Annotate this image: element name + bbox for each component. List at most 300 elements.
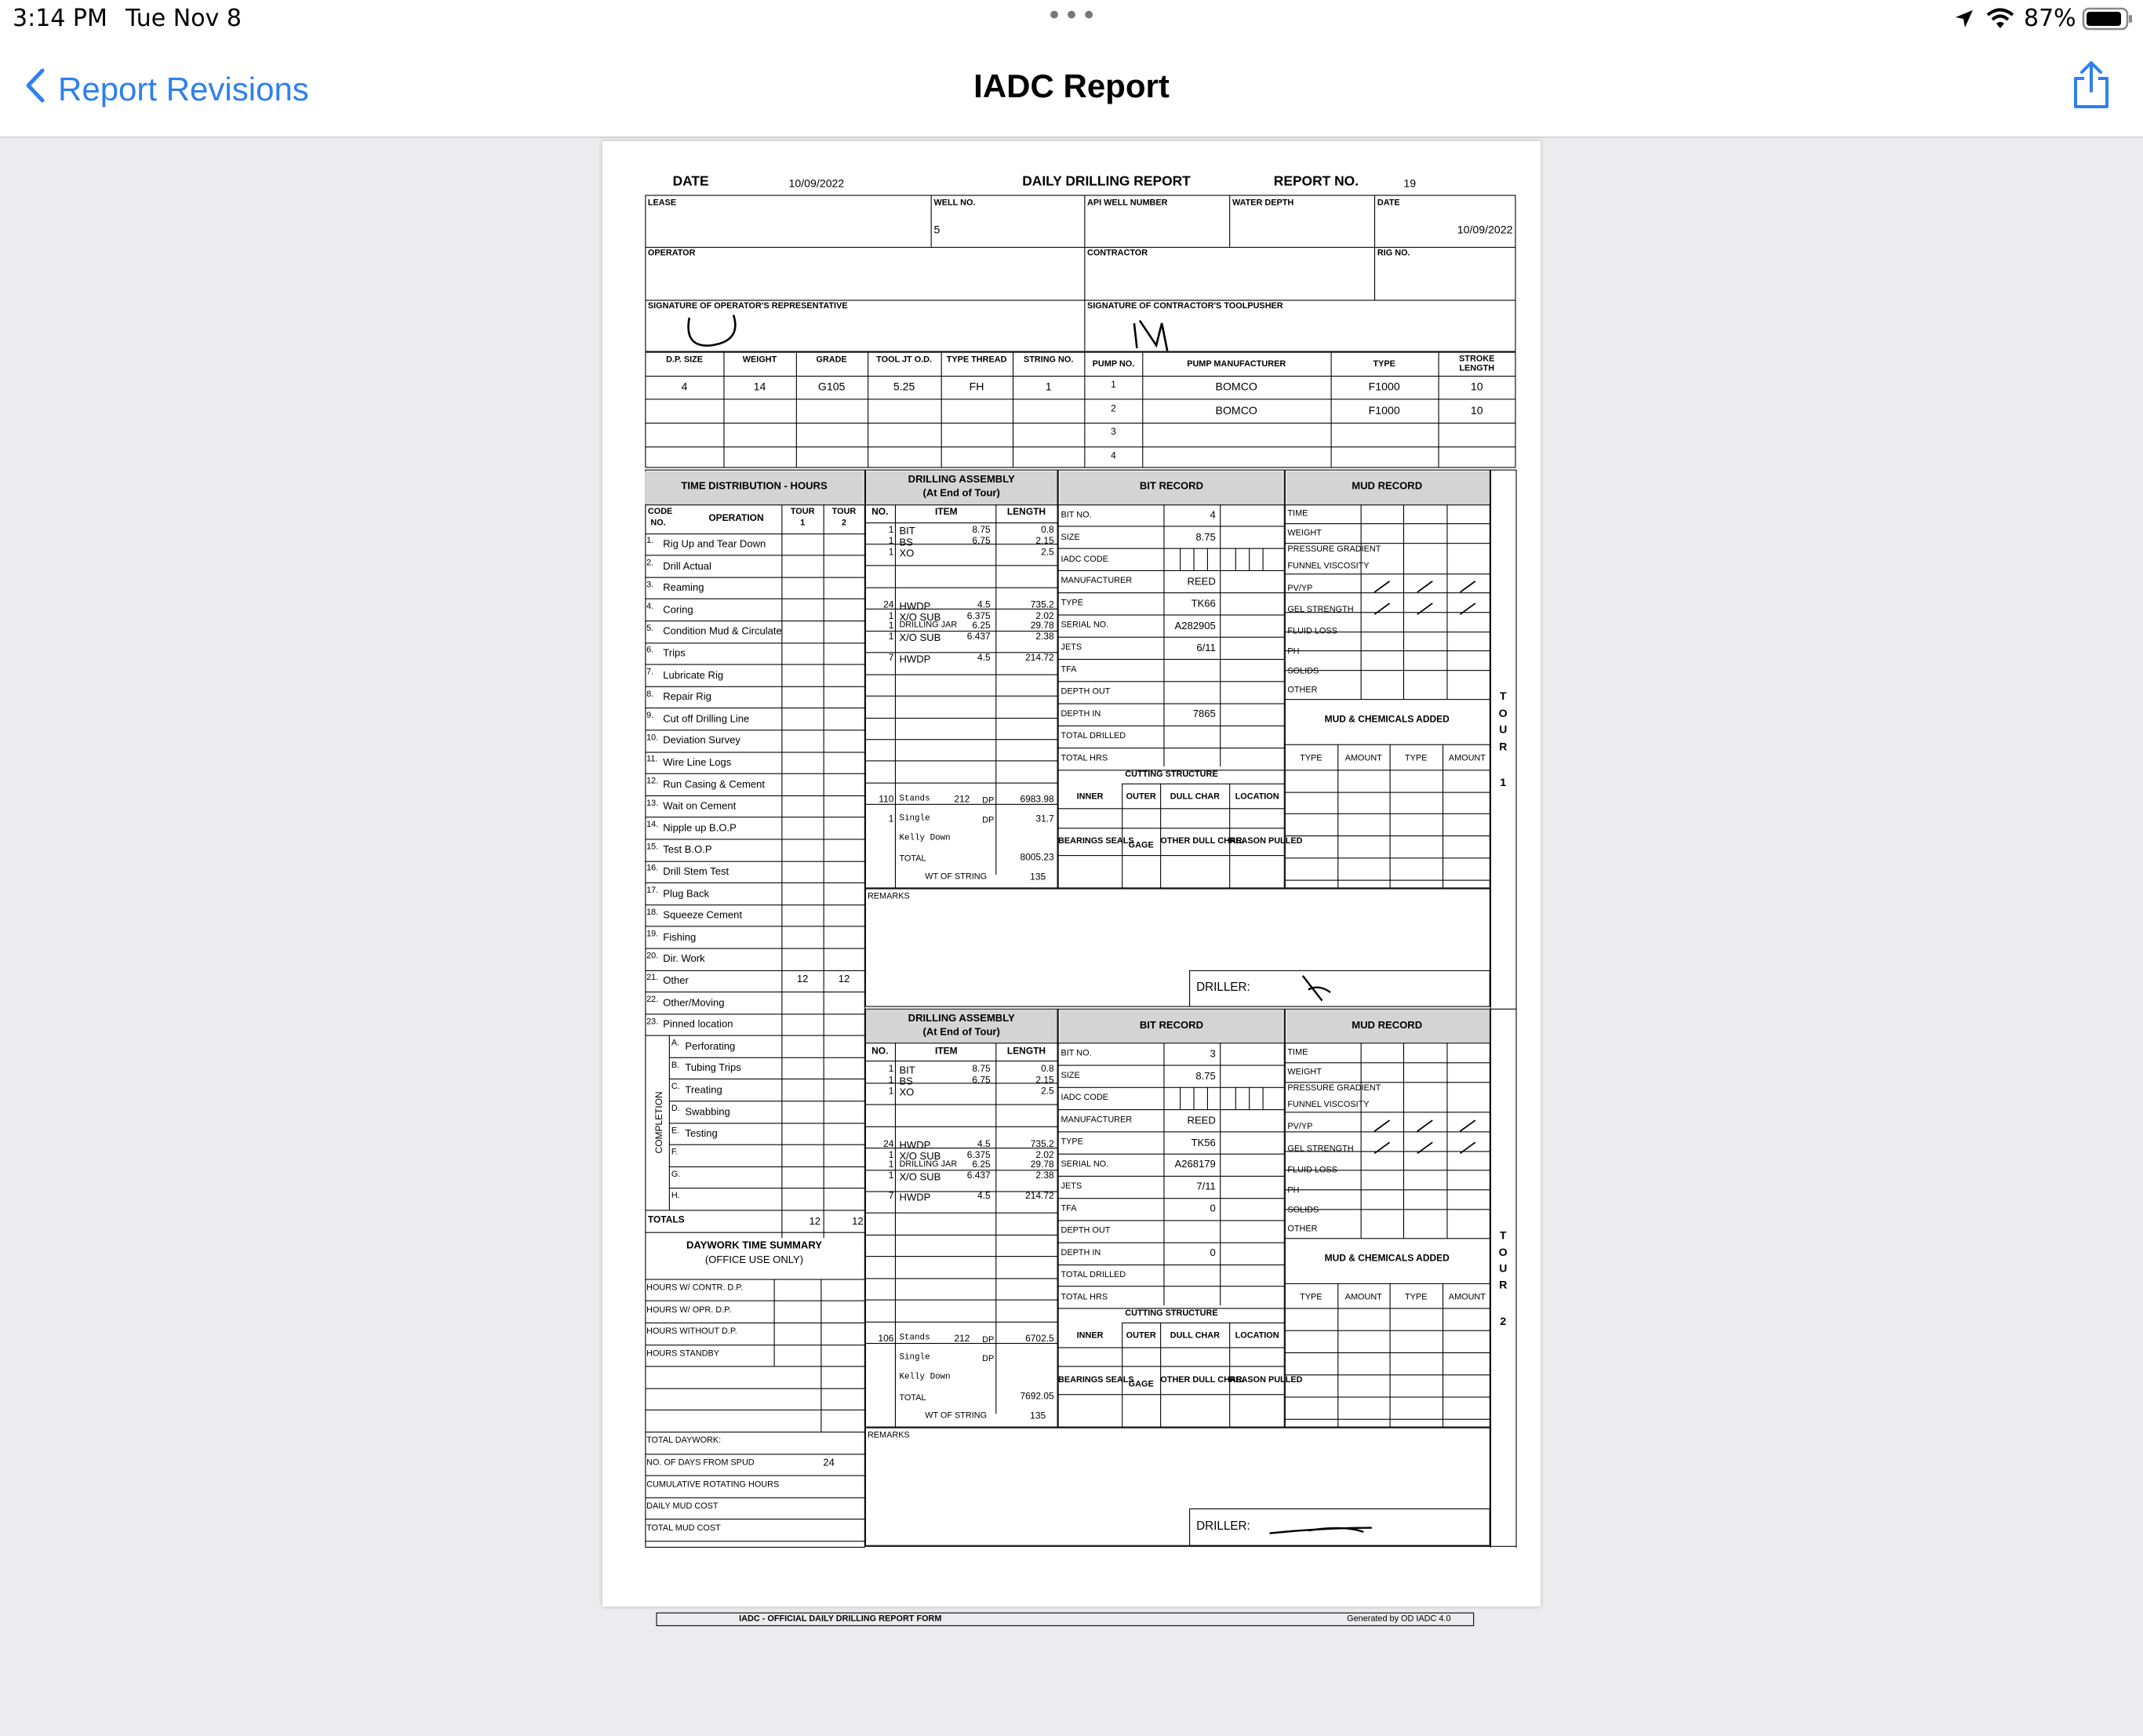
- form-rule: [1285, 1112, 1490, 1113]
- form-rule: [864, 1300, 1058, 1301]
- op-code: 6.: [646, 646, 654, 655]
- completion-code: E.: [671, 1126, 680, 1136]
- da-row-length: 0.8: [1041, 525, 1054, 536]
- form-rule: [645, 1035, 864, 1036]
- op-code: 7.: [646, 667, 654, 677]
- wifi-icon: [1985, 6, 2016, 35]
- da-row-length: 2.5: [1041, 547, 1054, 559]
- op-code: 9.: [646, 711, 654, 721]
- da-row-item: HWDP: [899, 599, 931, 613]
- page-title: IADC Report: [973, 67, 1170, 104]
- bit-field-label: TOTAL DRILLED: [1061, 731, 1126, 741]
- completion-code: F.: [671, 1148, 679, 1158]
- operation-name: Lubricate Rig: [663, 668, 724, 681]
- form-rule: [1058, 1176, 1285, 1177]
- form-rule: [1263, 548, 1264, 570]
- stands-qty: 212: [954, 1334, 970, 1345]
- form-rule: [864, 674, 1058, 675]
- other-tour2: 12: [838, 973, 850, 985]
- form-rule: [1285, 1352, 1490, 1353]
- form-rule: [1285, 631, 1490, 632]
- form-rule: [645, 904, 864, 905]
- stands-label: Stands: [899, 1334, 930, 1344]
- totals-tour2: 12: [852, 1214, 864, 1227]
- pump-type: F1000: [1368, 403, 1400, 417]
- da-row-size: 4.5: [977, 1191, 991, 1202]
- operation-name: Deviation Survey: [663, 734, 740, 747]
- mud-field-label: PRESSURE GRADIENT: [1287, 1083, 1381, 1094]
- operation-name: Reaming: [663, 581, 704, 594]
- da-row-length: 29.78: [1030, 1159, 1054, 1170]
- mud-field-label: PH: [1287, 646, 1300, 657]
- mud-record-title: MUD RECORD: [1352, 479, 1423, 492]
- form-rule: [645, 423, 1515, 424]
- mud-field-label: SOLIDS: [1287, 666, 1319, 676]
- tour-number: 2: [1500, 1314, 1507, 1327]
- form-rule: [1058, 526, 1285, 527]
- chem-type-label: TYPE: [1300, 1292, 1323, 1302]
- da-row-item: BIT: [899, 1064, 915, 1076]
- form-rule: [1058, 855, 1285, 856]
- mud-field-label: OTHER: [1287, 686, 1318, 696]
- bit-field-label: SIZE: [1061, 1071, 1080, 1081]
- dp-header: D.P. SIZE: [666, 355, 704, 366]
- stands-dp: DP: [982, 796, 995, 806]
- status-bar: [0, 0, 2143, 38]
- bit-field-value: 8.75: [1195, 530, 1216, 544]
- next-page-generated: Generated by OD IADC 4.0: [1347, 1614, 1451, 1624]
- form-rule: [1285, 1238, 1490, 1239]
- form-rule: [1058, 1394, 1285, 1395]
- da-item-header: ITEM: [935, 507, 958, 518]
- pump-manufacturer: BOMCO: [1215, 403, 1257, 417]
- bit-field-label: TOTAL HRS: [1061, 1292, 1108, 1302]
- totals-tour1: 12: [809, 1214, 821, 1227]
- dp-value: 5.25: [893, 380, 915, 394]
- dp-value: FH: [969, 380, 984, 394]
- op-code: 4.: [646, 602, 654, 612]
- form-rule: [1058, 570, 1285, 571]
- bit-field-label: IADC CODE: [1061, 1093, 1108, 1103]
- pump-no-header: PUMP NO.: [1092, 359, 1135, 369]
- form-rule: [1515, 470, 1516, 1548]
- status-date: Tue Nov 8: [126, 5, 242, 32]
- mud-field-label: FUNNEL VISCOSITY: [1287, 1100, 1370, 1110]
- bit-field-value: REED: [1187, 1114, 1216, 1126]
- form-rule: [1058, 1043, 1285, 1044]
- well-no-value: 5: [933, 223, 941, 236]
- op-code: 23.: [646, 1017, 659, 1027]
- mud-field-label: SOLIDS: [1287, 1205, 1319, 1215]
- report-no-label: REPORT NO.: [1273, 174, 1359, 189]
- form-rule: [1490, 470, 1515, 471]
- mud-field-label: WEIGHT: [1287, 1067, 1322, 1077]
- da-row-item: XO: [899, 1086, 915, 1099]
- footer-row-value: 24: [823, 1456, 835, 1469]
- navigation-bar: [0, 38, 2143, 138]
- remarks-label: REMARKS: [867, 1430, 910, 1440]
- form-rule: [645, 446, 1515, 447]
- operation-name: Trips: [663, 646, 686, 660]
- gage-label: GAGE: [1128, 840, 1154, 850]
- form-rule: [645, 533, 864, 534]
- da-row-size: 8.75: [972, 525, 991, 536]
- da-row-no: 1: [888, 610, 894, 622]
- bearings-label: BEARINGS SEALS: [1058, 836, 1134, 846]
- chem-amount-label: AMOUNT: [1344, 753, 1382, 763]
- bit-field-value: A282905: [1174, 619, 1216, 631]
- da-row-no: 7: [888, 1191, 894, 1202]
- op-code: 19.: [646, 929, 659, 939]
- op-code: 8.: [646, 689, 654, 699]
- mud-field-label: FLUID LOSS: [1287, 626, 1337, 636]
- form-rule: [1285, 1189, 1490, 1190]
- date-value: 10/09/2022: [788, 177, 845, 191]
- form-rule: [1058, 1198, 1285, 1199]
- form-rule: [1194, 548, 1195, 570]
- form-rule: [996, 1043, 997, 1414]
- bit-record-title: BIT RECORD: [1139, 479, 1204, 492]
- operation-name: Fishing: [663, 930, 697, 943]
- bit-field-label: DEPTH IN: [1061, 709, 1101, 719]
- operation-header: OPERATION: [708, 512, 764, 523]
- operation-name: Cut off Drilling Line: [663, 712, 750, 725]
- form-rule: [1285, 880, 1490, 881]
- form-rule: [1058, 504, 1285, 505]
- operation-name: Drill Actual: [663, 559, 711, 572]
- daywork-row: HOURS WITHOUT D.P.: [646, 1327, 737, 1337]
- da-row-length: 2.38: [1035, 631, 1054, 642]
- outer-label: OUTER: [1126, 1330, 1156, 1341]
- form-rule: [795, 352, 796, 468]
- form-rule: [1058, 548, 1285, 549]
- completion-name: Swabbing: [685, 1105, 730, 1118]
- bit-field-value: 6/11: [1196, 641, 1216, 653]
- daywork-title: DAYWORK TIME SUMMARY: [686, 1239, 823, 1251]
- pump-no: 1: [1111, 380, 1116, 391]
- battery-percent: 87%: [2024, 5, 2076, 32]
- operation-name: Plug Back: [663, 886, 709, 900]
- form-rule: [1249, 1087, 1250, 1109]
- da-no-header: NO.: [871, 1046, 889, 1057]
- form-rule: [1285, 835, 1490, 836]
- form-rule: [1285, 1170, 1490, 1171]
- form-rule: [1058, 1154, 1285, 1155]
- da-row-length: 2.02: [1035, 1149, 1054, 1160]
- tour-label-letter: T: [1499, 690, 1507, 703]
- da-row-no: 1: [888, 525, 894, 536]
- completion-code: H.: [671, 1191, 680, 1201]
- tour-number: 1: [1500, 775, 1507, 788]
- bit-field-label: JETS: [1061, 642, 1082, 653]
- op-code: 18.: [646, 907, 659, 917]
- bit-field-value: REED: [1187, 575, 1216, 588]
- form-rule: [864, 739, 1058, 740]
- da-row-item: BS: [899, 1075, 913, 1088]
- op-code: 22.: [646, 995, 659, 1005]
- dp-value: 4: [681, 380, 688, 394]
- form-rule: [645, 247, 1515, 248]
- bit-field-label: SERIAL NO.: [1061, 621, 1109, 631]
- da-row-item: X/O SUB: [899, 631, 941, 644]
- form-rule: [1229, 195, 1230, 247]
- form-rule: [1285, 650, 1490, 651]
- drilling-assembly-title: DRILLING ASSEMBLY: [908, 1011, 1015, 1024]
- da-row-item: DRILLING JAR: [899, 1159, 958, 1170]
- dp-value: 14: [753, 380, 766, 394]
- date2-value: 10/09/2022: [1457, 223, 1513, 236]
- form-rule: [1285, 744, 1490, 745]
- operation-name: Nipple up B.O.P: [663, 821, 737, 834]
- op-code: 16.: [646, 864, 659, 874]
- gage-label: GAGE: [1128, 1379, 1154, 1389]
- form-rule: [668, 1057, 864, 1058]
- form-rule: [820, 1279, 821, 1432]
- da-row-no: 1: [888, 1075, 894, 1086]
- form-rule: [864, 761, 1058, 762]
- form-rule: [1207, 548, 1208, 570]
- stands-qty: 212: [954, 795, 970, 806]
- da-row-no: 1: [888, 1086, 894, 1097]
- completion-code: B.: [671, 1060, 680, 1070]
- op-code: 15.: [646, 842, 659, 852]
- battery-icon: [2082, 6, 2134, 35]
- form-rule: [931, 195, 932, 247]
- form-rule: [1337, 744, 1338, 888]
- da-row-item: BIT: [899, 525, 915, 538]
- da-row-no: 1: [888, 1159, 894, 1170]
- form-rule: [1285, 1209, 1490, 1210]
- dp-header: WEIGHT: [742, 355, 777, 366]
- reason-pulled-label: REASON PULLED: [1229, 1375, 1303, 1385]
- daywork-row: HOURS W/ OPR. D.P.: [646, 1305, 732, 1315]
- no-header: NO.: [650, 518, 666, 528]
- operation-name: Wire Line Logs: [663, 755, 732, 769]
- da-row-size: 8.75: [972, 1064, 991, 1075]
- dp-value: 1: [1045, 380, 1052, 394]
- form-rule: [1194, 1087, 1195, 1109]
- bit-field-label: JETS: [1061, 1181, 1082, 1192]
- pump-no: 4: [1111, 450, 1116, 461]
- other-dull-label: OTHER DULL CHAR.: [1160, 1375, 1245, 1385]
- rig-no-label: RIG NO.: [1377, 249, 1410, 259]
- bit-field-label: DEPTH OUT: [1061, 1225, 1111, 1236]
- da-row-no: 1: [888, 536, 894, 547]
- pump-type: F1000: [1368, 380, 1400, 394]
- form-rule: [668, 1166, 864, 1167]
- form-rule: [645, 376, 1515, 377]
- mud-field-label: PV/YP: [1287, 1122, 1313, 1132]
- pump-stroke: 10: [1470, 403, 1483, 417]
- footer-row-label: DAILY MUD COST: [646, 1501, 719, 1512]
- next-page-title: IADC - OFFICIAL DAILY DRILLING REPORT FORM: [739, 1614, 942, 1624]
- report-title: DAILY DRILLING REPORT: [1022, 174, 1191, 189]
- tour2-num: 2: [841, 518, 847, 528]
- operation-name: Run Casing & Cement: [663, 777, 766, 790]
- total-label: TOTAL: [899, 1392, 926, 1403]
- cutting-structure-label: CUTTING STRUCTURE: [1125, 770, 1218, 780]
- da-row-item: X/O SUB: [899, 1170, 941, 1183]
- dp-header: TOOL JT O.D.: [876, 355, 933, 366]
- wt-string-value: 135: [1030, 1410, 1046, 1421]
- form-rule: [1058, 1264, 1285, 1265]
- mud-chemicals-label: MUD & CHEMICALS ADDED: [1324, 715, 1450, 726]
- da-row-item: DRILLING JAR: [899, 621, 958, 631]
- lease-label: LEASE: [647, 198, 677, 208]
- mud-slashes-svg: [1361, 1116, 1499, 1158]
- da-row-length: 735.2: [1030, 1138, 1054, 1149]
- date2-label: DATE: [1377, 198, 1400, 208]
- op-code: 2.: [646, 558, 654, 568]
- form-rule: [864, 1321, 1058, 1322]
- time-dist-title: TIME DISTRIBUTION - HOURS: [681, 479, 828, 492]
- form-rule: [1180, 548, 1181, 570]
- da-row-size: 6.25: [972, 621, 991, 631]
- other-dull-label: OTHER DULL CHAR.: [1160, 836, 1245, 846]
- mud-field-label: TIME: [1287, 1047, 1308, 1057]
- totals-label: TOTALS: [647, 1214, 685, 1225]
- location-label: LOCATION: [1235, 792, 1279, 802]
- tour1-num: 1: [800, 518, 806, 528]
- mud-field-label: GEL STRENGTH: [1287, 1144, 1354, 1154]
- form-rule: [864, 696, 1058, 697]
- mud-field-label: PRESSURE GRADIENT: [1287, 544, 1381, 555]
- form-rule: [1058, 637, 1285, 638]
- op-code: 17.: [646, 886, 659, 896]
- form-rule: [864, 717, 1058, 718]
- bit-field-label: TYPE: [1061, 599, 1083, 609]
- da-row-size: 6.375: [966, 1149, 991, 1160]
- multitask-dots[interactable]: •••: [1046, 0, 1099, 31]
- bit-field-value: 0: [1210, 1202, 1216, 1215]
- stands-label: Stands: [899, 795, 930, 805]
- da-row-length: 2.38: [1035, 1170, 1054, 1181]
- da-row-size: 6.25: [972, 1159, 991, 1170]
- bit-field-label: SERIAL NO.: [1061, 1159, 1109, 1170]
- chem-amount-label: AMOUNT: [1448, 1292, 1486, 1302]
- bit-field-value: 8.75: [1195, 1069, 1216, 1082]
- inner-label: INNER: [1076, 792, 1104, 802]
- form-rule: [1163, 504, 1164, 767]
- form-rule: [668, 1188, 864, 1189]
- operation-name: Other/Moving: [663, 996, 725, 1009]
- form-rule: [645, 642, 864, 643]
- operation-name: Other: [663, 974, 689, 987]
- da-row-no: 1: [888, 631, 894, 642]
- bit-field-label: MANUFACTURER: [1061, 1115, 1133, 1125]
- drilling-assembly-subtitle: (At End of Tour): [922, 1025, 1000, 1038]
- bit-field-label: MANUFACTURER: [1061, 576, 1133, 586]
- form-rule: [1390, 744, 1391, 888]
- da-row-size: 6.437: [966, 1170, 991, 1181]
- inner-label: INNER: [1076, 1330, 1104, 1341]
- operation-name: Pinned location: [663, 1017, 733, 1031]
- bit-field-value: 3: [1210, 1047, 1216, 1060]
- form-rule: [1285, 1308, 1490, 1309]
- location-icon: [1953, 8, 1975, 34]
- report-document[interactable]: [602, 141, 1541, 1624]
- da-item-header: ITEM: [935, 1046, 958, 1057]
- operation-name: Repair Rig: [663, 690, 711, 703]
- form-rule: [1058, 659, 1285, 660]
- da-row-item: HWDP: [899, 1138, 931, 1152]
- form-rule: [1285, 670, 1490, 671]
- form-rule: [1122, 783, 1285, 784]
- water-depth-label: WATER DEPTH: [1232, 198, 1294, 208]
- form-rule: [1285, 1082, 1490, 1083]
- form-rule: [1058, 1242, 1285, 1243]
- form-rule: [1285, 1397, 1490, 1398]
- operator-label: OPERATOR: [647, 249, 696, 259]
- kelly-label: Kelly Down: [899, 833, 951, 843]
- pump-no: 3: [1111, 427, 1116, 438]
- form-rule: [1285, 1330, 1490, 1331]
- form-rule: [645, 504, 864, 505]
- bit-field-value: 7/11: [1196, 1180, 1216, 1192]
- tour-label-letter: R: [1499, 739, 1508, 753]
- form-rule: [1285, 1419, 1490, 1420]
- form-rule: [1285, 523, 1490, 524]
- wt-string-label: WT OF STRING: [925, 1410, 988, 1421]
- bit-field-label: IADC CODE: [1061, 554, 1108, 564]
- contractor-label: CONTRACTOR: [1086, 249, 1148, 259]
- op-code: 1.: [646, 536, 654, 546]
- form-rule: [645, 555, 864, 556]
- form-rule: [782, 504, 783, 1238]
- driller-signature: [1267, 1509, 1392, 1545]
- form-rule: [1220, 504, 1221, 767]
- bearings-label: BEARINGS SEALS: [1058, 1375, 1134, 1385]
- signature-operator-label: SIGNATURE OF OPERATOR'S REPRESENTATIVE: [647, 301, 848, 311]
- da-length-header: LENGTH: [1006, 507, 1046, 518]
- share-button[interactable]: [2071, 60, 2112, 114]
- dull-char-label: DULL CHAR: [1170, 792, 1220, 802]
- pump-manufacturer: BOMCO: [1215, 380, 1257, 394]
- completion-code: A.: [671, 1038, 680, 1048]
- da-row-length: 735.2: [1030, 599, 1054, 610]
- da-row-item: HWDP: [899, 1191, 931, 1203]
- operation-name: Squeeze Cement: [663, 908, 743, 921]
- code-header: CODE: [647, 507, 673, 517]
- form-rule: [864, 504, 1058, 505]
- form-rule: [1058, 808, 1285, 809]
- operation-name: Drill Stem Test: [663, 865, 729, 878]
- bit-field-label: DEPTH OUT: [1061, 686, 1111, 697]
- total-value: 8005.23: [1020, 853, 1054, 864]
- da-length-header: LENGTH: [1006, 1046, 1046, 1057]
- form-rule: [864, 1235, 1058, 1236]
- bit-field-label: TOTAL HRS: [1061, 753, 1108, 763]
- form-rule: [1122, 1322, 1285, 1323]
- bit-field-label: SIZE: [1061, 532, 1080, 542]
- dp-header: GRADE: [816, 355, 847, 366]
- wt-string-label: WT OF STRING: [925, 872, 988, 882]
- da-no-header: NO.: [871, 507, 889, 518]
- single-label: Single: [899, 813, 930, 824]
- da-row-size: 6.375: [966, 610, 991, 622]
- form-rule: [864, 1278, 1058, 1279]
- form-rule: [1163, 1043, 1164, 1306]
- total-label: TOTAL: [899, 853, 926, 864]
- form-rule: [1390, 1283, 1391, 1427]
- single-dp: DP: [982, 815, 995, 825]
- tour-label-letter: T: [1499, 1228, 1507, 1242]
- chem-type-label: TYPE: [1405, 753, 1428, 763]
- form-rule: [645, 399, 1515, 400]
- mud-field-label: OTHER: [1287, 1225, 1318, 1235]
- operation-name: Test B.O.P: [663, 843, 712, 856]
- pump-stroke-header: STROKE: [1459, 354, 1495, 364]
